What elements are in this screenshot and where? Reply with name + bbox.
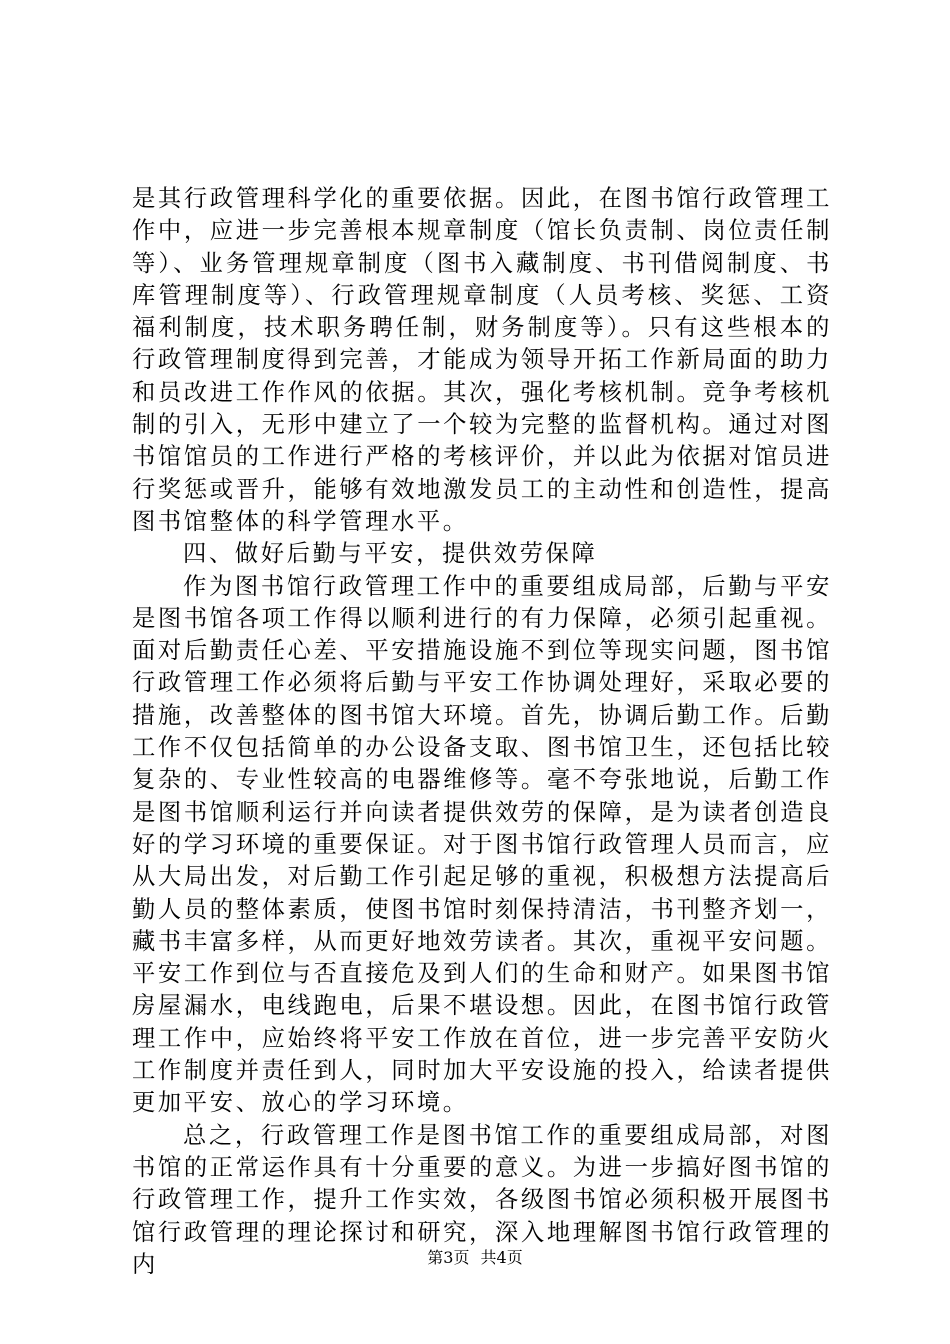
page-number: 第3页: [427, 1248, 470, 1267]
section-heading: 四、做好后勤与平安，提供效劳保障: [183, 540, 598, 568]
page-footer: [0, 1245, 950, 1268]
document-body: [132, 183, 832, 1281]
paragraph-conclusion: 总之，行政管理工作是图书馆工作的重要组成局部，对图书馆的正常运作具有十分重要的意义。为进一步搞好图书馆的行政管理工作，提升工作实效，各级图书馆必须积极开展图书馆行政管理的理论探讨和研究，深入地理解图书馆行政管理的内: [132, 1121, 832, 1278]
page-total: 共4页: [480, 1248, 523, 1267]
paragraph-continuation: 是其行政管理科学化的重要依据。因此，在图书馆行政管理工作中，应进一步完善根本规章制度（馆长负责制、岗位责任制等）、业务管理规章制度（图书入藏制度、书刊借阅制度、书库管理制度等）、行政管理规章制度（人员考核、奖惩、工资福利制度，技术职务聘任制，财务制度等）。只有这些根本的行政管理制度得到完善，才能成为领导开拓工作新局面的助力和员改进工作作风的依据。其次，强化考核机制。竞争考核机制的引入，无形中建立了一个较为完整的监督机构。通过对图书馆馆员的工作进行严格的考核评价，并以此为依据对馆员进行奖惩或晋升，能够有效地激发员工的主动性和创造性，提高图书馆整体的科学管理水平。: [132, 185, 832, 535]
paragraph-logistics-safety: 作为图书馆行政管理工作中的重要组成局部，后勤与平安是图书馆各项工作得以顺利进行的有力保障，必须引起重视。面对后勤责任心差、平安措施设施不到位等现实问题，图书馆行政管理工作必须将后勤与平安工作协调处理好，采取必要的措施，改善整体的图书馆大环境。首先，协调后勤工作。后勤工作不仅包括简单的办公设备支取、图书馆卫生，还包括比较复杂的、专业性较高的电器维修等。毫不夸张地说，后勤工作是图书馆顺利运行并向读者提供效劳的保障，是为读者创造良好的学习环境的重要保证。对于图书馆行政管理人员而言，应从大局出发，对后勤工作引起足够的重视，积极想方法提高后勤人员的整体素质，使图书馆时刻保持清洁，书刊整齐划一，藏书丰富多样，从而更好地效劳读者。其次，重视平安问题。平安工作到位与否直接危及到人们的生命和财产。如果图书馆房屋漏水，电线跑电，后果不堪设想。因此，在图书馆行政管理工作中，应始终将平安工作放在首位，进一步完善平安防火工作制度并责任到人，同时加大平安设施的投入，给读者提供更加平安、放心的学习环境。: [132, 572, 832, 1117]
